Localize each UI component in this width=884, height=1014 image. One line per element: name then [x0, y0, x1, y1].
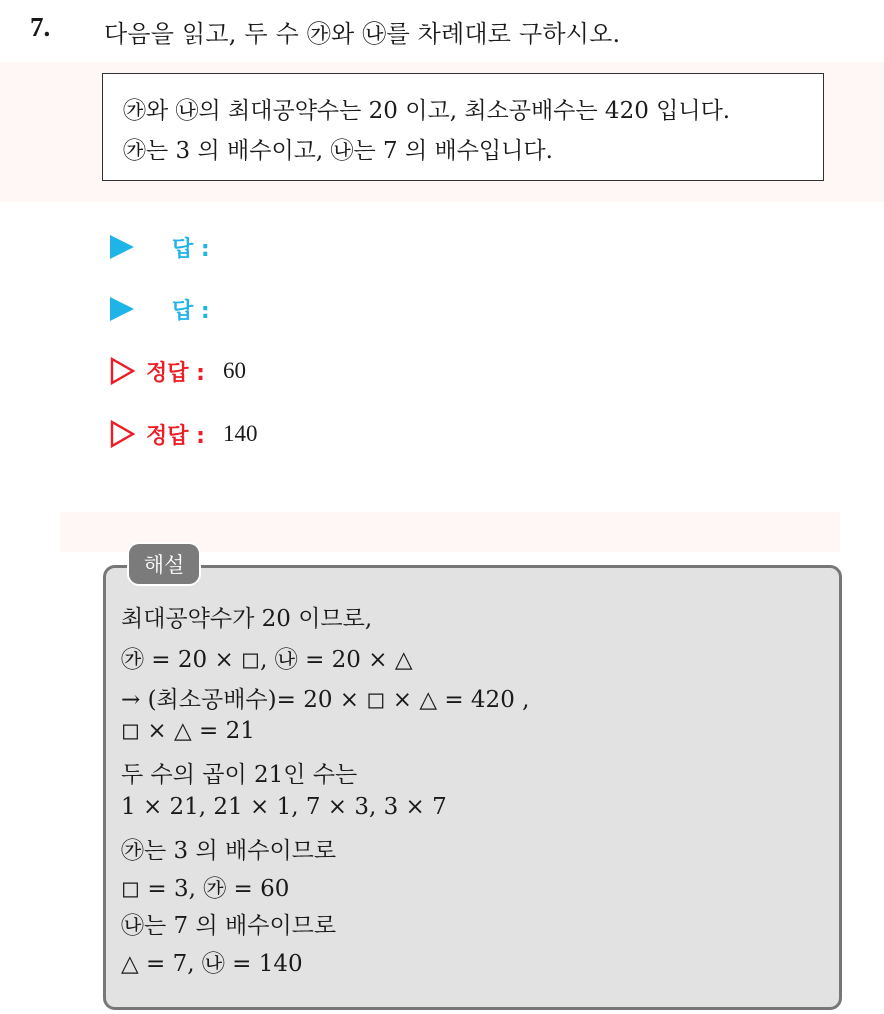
question-prompt: 다음을 읽고, 두 수 ㉮와 ㉯를 차례대로 구하시오. [104, 20, 621, 48]
answer-label: 답 : [172, 236, 210, 262]
solution-line: 두 수의 곱이 21인 수는 [121, 762, 358, 788]
question-number: 7. [30, 12, 51, 42]
solution-line: 1 × 21, 21 × 1, 7 × 3, 3 × 7 [121, 794, 447, 820]
solution-line: ㉯는 7 의 배수이므로 [121, 913, 337, 939]
play-arrow-icon [110, 297, 134, 321]
correct-answer-row [110, 351, 246, 391]
correct-answer-value: 140 [222, 421, 258, 446]
solution-line: ◻ × △ = 21 [121, 718, 255, 744]
solution-line: → (최소공배수)= 20 × ◻ × △ = 420 , [121, 687, 530, 713]
solution-line: △ = 7, ㉯ = 140 [121, 951, 303, 977]
condition-line: ㉮는 3 의 배수이고, ㉯는 7 의 배수입니다. [123, 138, 553, 164]
play-arrow-icon [110, 235, 134, 259]
solution-line: 최대공약수가 20 이므로, [121, 606, 373, 632]
answer-label: 답 : [172, 298, 210, 324]
solution-tab: 해설 [129, 544, 199, 584]
correct-answer-label: 정답 : [146, 423, 205, 449]
solution-line: ㉮ = 20 × ◻, ㉯ = 20 × △ [121, 647, 413, 673]
correct-answer-row [110, 414, 257, 454]
condition-line: ㉮와 ㉯의 최대공약수는 20 이고, 최소공배수는 420 입니다. [123, 98, 731, 124]
answer-row[interactable] [110, 227, 210, 267]
solution-line: ㉮는 3 의 배수이므로 [121, 838, 337, 864]
conditions-box [102, 73, 824, 181]
correct-answer-label: 정답 : [146, 360, 205, 386]
correct-answer-value: 60 [222, 358, 246, 383]
solution-line: ◻ = 3, ㉮ = 60 [121, 876, 290, 902]
answer-row[interactable] [110, 289, 210, 329]
outline-triangle-icon [110, 419, 136, 449]
outline-triangle-icon [110, 356, 136, 386]
